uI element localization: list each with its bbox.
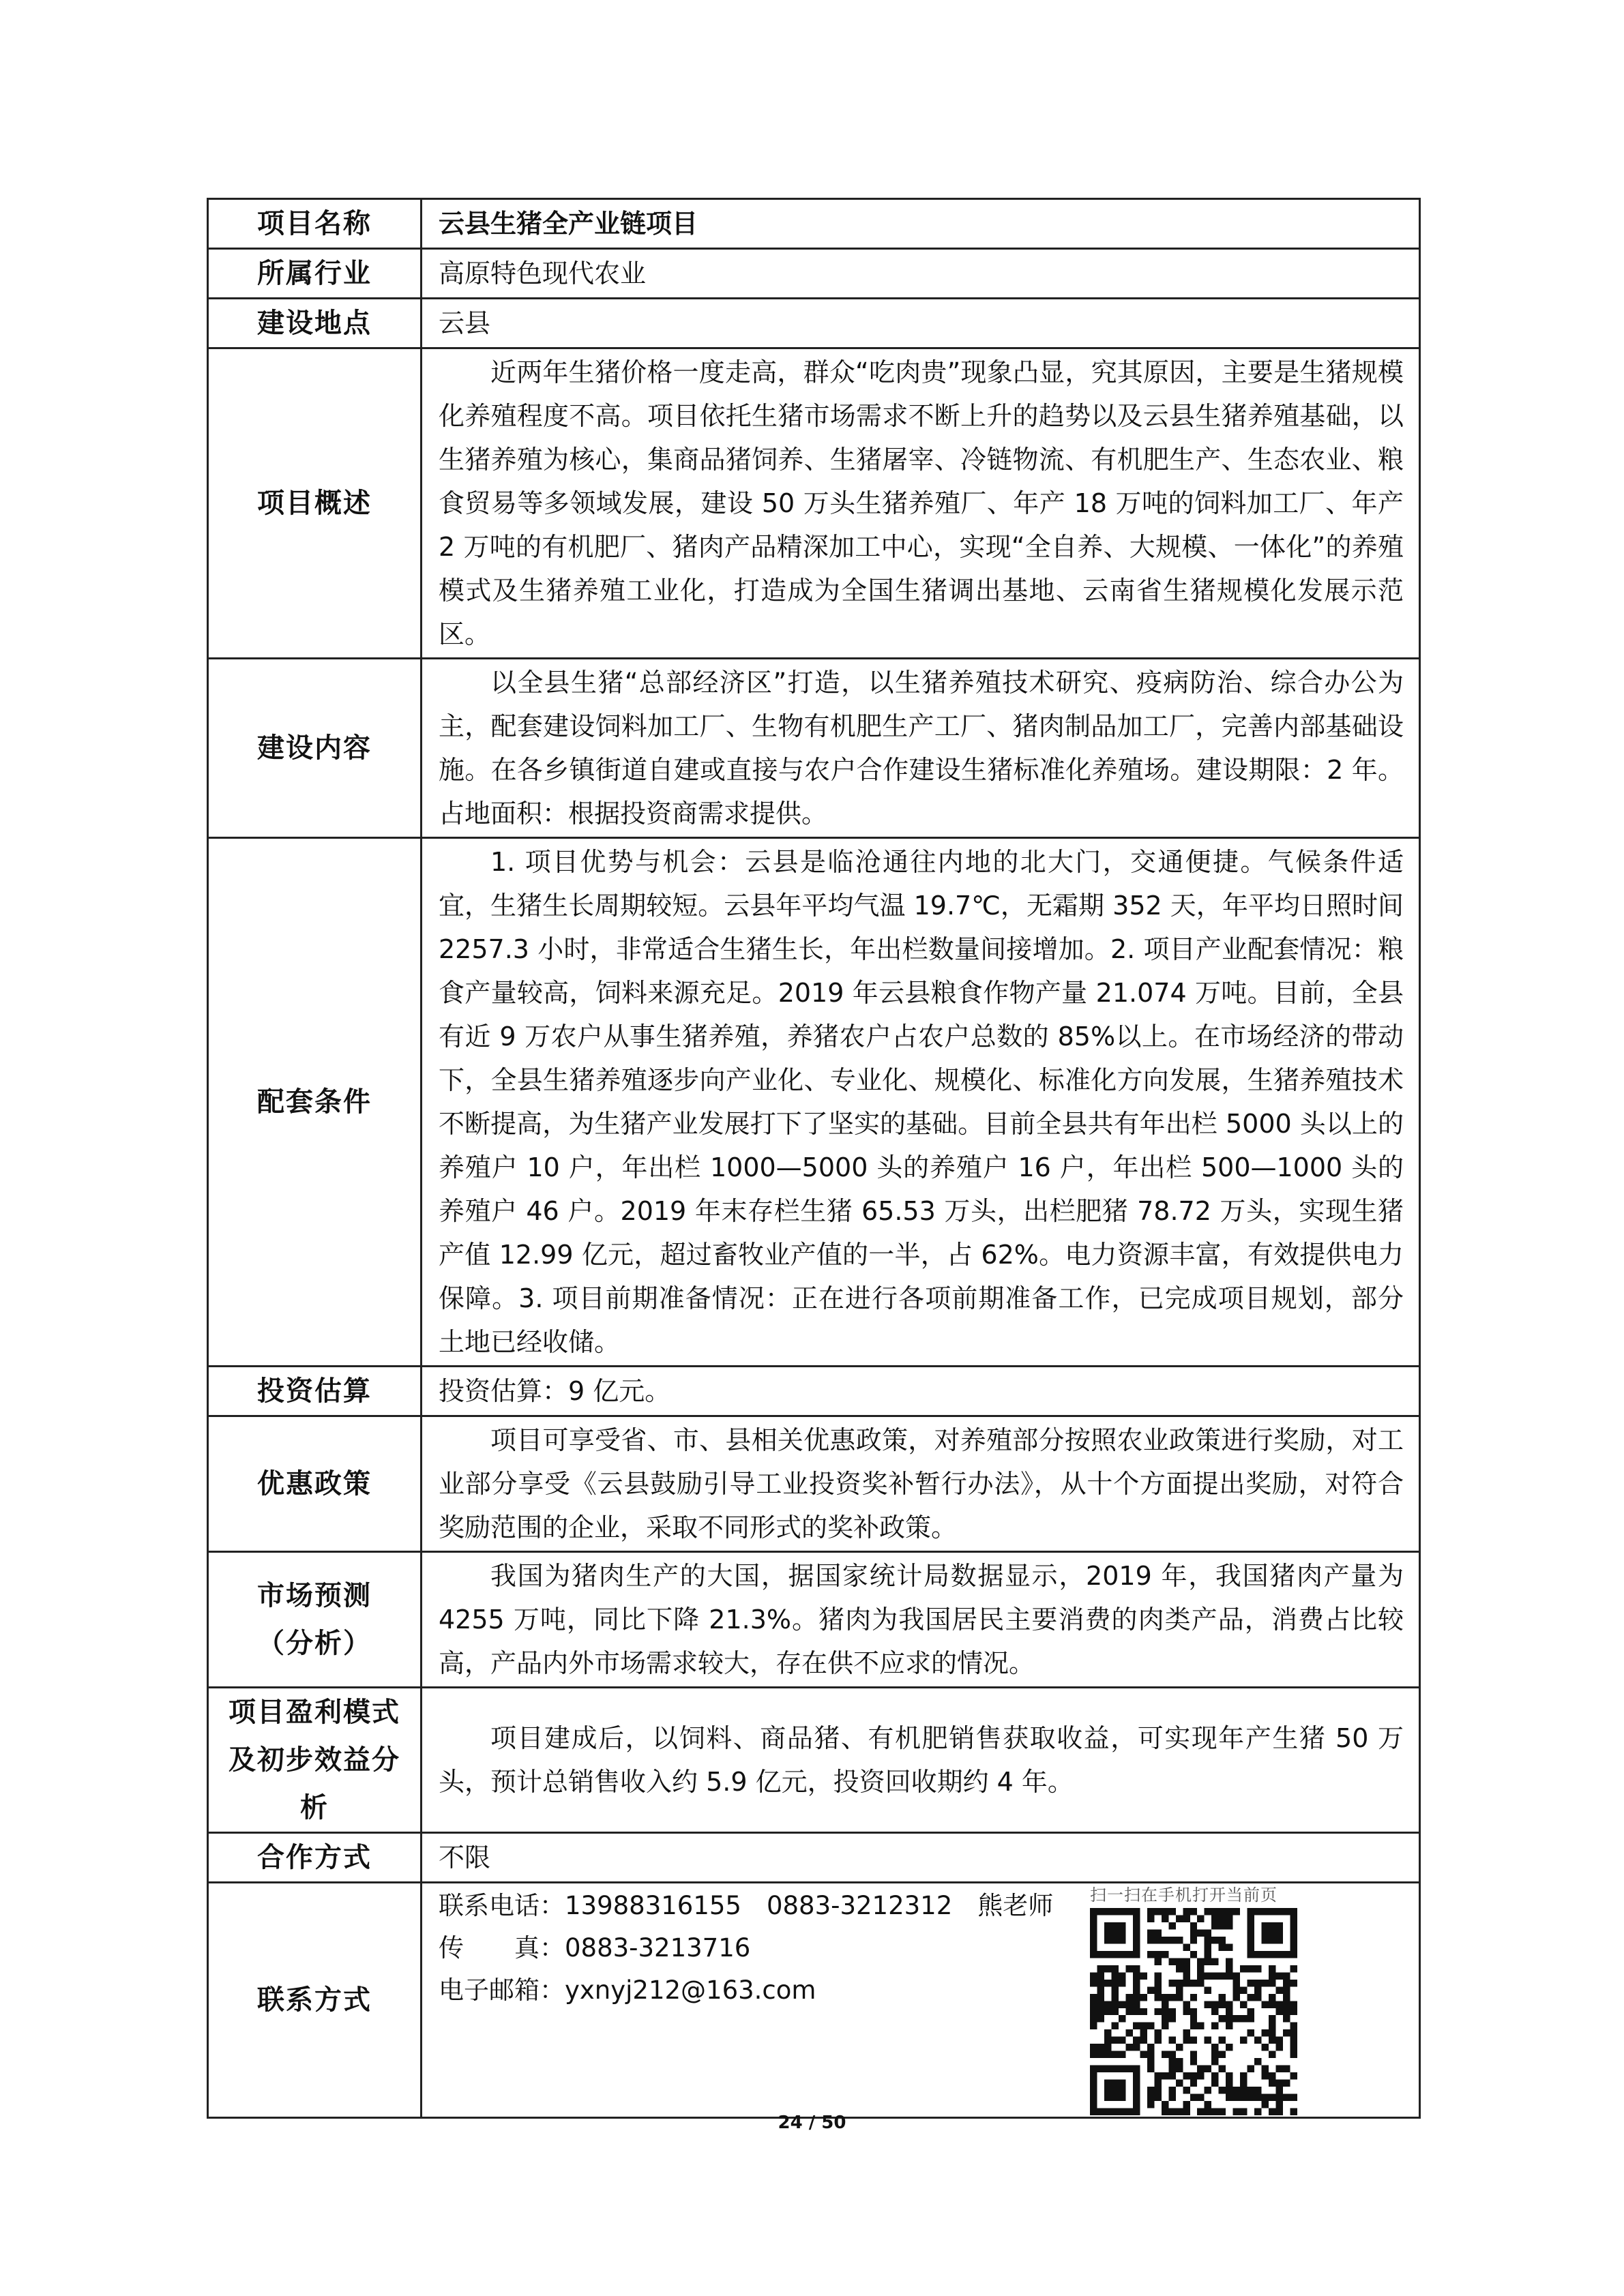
cooperation-label: 合作方式	[208, 1833, 422, 1883]
overview-value: 近两年生猪价格一度走高，群众“吃肉贵”现象凸显，究其原因，主要是生猪规模化养殖程度不高。项目依托生猪市场需求不断上升的趋势以及云县生猪养殖基础，以生猪养殖为核心，集商品猪饲养、生猪屠宰、冷链物流、有机肥生产、生态农业、粮食贸易等多领域发展，建设 50 万头生猪养殖厂、年产 18 万吨的饲料加工厂、年产 2 万吨的有机肥厂、猪肉产品精深加工中心，实现“全自养、大规模、一体化”的养殖模式及生猪养殖工业化，打造成为全国生猪调出基地、云南省生猪规模化发展示范区。	[422, 348, 1420, 659]
profit-label-line3: 析	[300, 1792, 329, 1823]
content-value: 以全县生猪“总部经济区”打造，以生猪养殖技术研究、疫病防治、综合办公为主，配套建设饲料加工厂、生物有机肥生产工厂、猪肉制品加工厂，完善内部基础设施。在各乡镇街道自建或直接与农户合作建设生猪标准化养殖场。建设期限：2 年。占地面积：根据投资商需求提供。	[422, 659, 1420, 838]
market-value: 我国为猪肉生产的大国，据国家统计局数据显示，2019 年，我国猪肉产量为 4255 万吨，同比下降 21.3%。猪肉为我国居民主要消费的肉类产品，消费占比较高，产品内外市场需求较大，存在供不应求的情况。	[422, 1552, 1420, 1688]
market-label	[208, 1552, 422, 1688]
market-label-line1: 市场预测	[257, 1580, 372, 1611]
industry-value: 高原特色现代农业	[422, 249, 1420, 299]
policy-value: 项目可享受省、市、县相关优惠政策，对养殖部分按照农业政策进行奖励，对工业部分享受《云县鼓励引导工业投资奖补暂行办法》，从十个方面提出奖励，对符合奖励范围的企业，采取不同形式的奖补政策。	[422, 1416, 1420, 1552]
contact-value	[422, 1883, 1420, 2118]
conditions-value: 1. 项目优势与机会：云县是临沧通往内地的北大门，交通便捷。气候条件适宜，生猪生长周期较短。云县年平均气温 19.7℃，无霜期 352 天，年平均日照时间 2257.3 小时，非常适合生猪生长，年出栏数量间接增加。2. 项目产业配套情况：粮食产量较高，饲料来源充足。2019 年云县粮食作物产量 21.074 万吨。目前，全县有近 9 万农户从事生猪养殖，养猪农户占农户总数的 85%以上。在市场经济的带动下，全县生猪养殖逐步向产业化、专业化、规模化、标准化方向发展，生猪养殖技术不断提高，为生猪产业发展打下了坚实的基础。目前全县共有年出栏 5000 头以上的养殖户 10 户，年出栏 1000—5000 头的养殖户 16 户，年出栏 500—1000 头的养殖户 46 户。2019 年末存栏生猪 65.53 万头，出栏肥猪 78.72 万头，实现生猪产值 12.99 亿元，超过畜牧业产值的一半，占 62%。电力资源丰富，有效提供电力保障。3. 项目前期准备情况：正在进行各项前期准备工作，已完成项目规划，部分土地已经收储。	[422, 838, 1420, 1367]
project-name-value: 云县生猪全产业链项目	[422, 199, 1420, 249]
location-label: 建设地点	[208, 299, 422, 348]
profit-label-line1: 项目盈利模式	[228, 1697, 400, 1728]
project-name-label: 项目名称	[208, 199, 422, 249]
overview-label: 项目概述	[208, 348, 422, 659]
policy-label: 优惠政策	[208, 1416, 422, 1552]
qr-caption: 扫一扫在手机打开当前页	[1090, 1885, 1278, 1905]
profit-label	[208, 1688, 422, 1833]
qr-code-block	[1090, 1885, 1303, 2115]
qr-code-icon[interactable]	[1090, 1908, 1297, 2115]
contact-fax: 传 真：0883-3213716	[439, 1933, 751, 1963]
contact-phone: 联系电话：13988316155 0883-3212312 熊老师	[439, 1891, 1054, 1920]
market-label-line2: （分析）	[257, 1628, 372, 1659]
conditions-label: 配套条件	[208, 838, 422, 1367]
location-value: 云县	[422, 299, 1420, 348]
project-info-table	[207, 198, 1421, 2119]
content-label: 建设内容	[208, 659, 422, 838]
contact-email[interactable]: 电子邮箱：yxnyj212@163.com	[439, 1976, 816, 2005]
contact-label: 联系方式	[208, 1883, 422, 2118]
profit-label-line2: 及初步效益分	[228, 1744, 400, 1776]
investment-label: 投资估算	[208, 1367, 422, 1416]
investment-value: 投资估算：9 亿元。	[422, 1367, 1420, 1416]
cooperation-value: 不限	[422, 1833, 1420, 1883]
profit-value: 项目建成后，以饲料、商品猪、有机肥销售获取收益，可实现年产生猪 50 万头，预计总销售收入约 5.9 亿元，投资回收期约 4 年。	[422, 1688, 1420, 1833]
page-number: 24 / 50	[778, 2113, 846, 2133]
industry-label: 所属行业	[208, 249, 422, 299]
